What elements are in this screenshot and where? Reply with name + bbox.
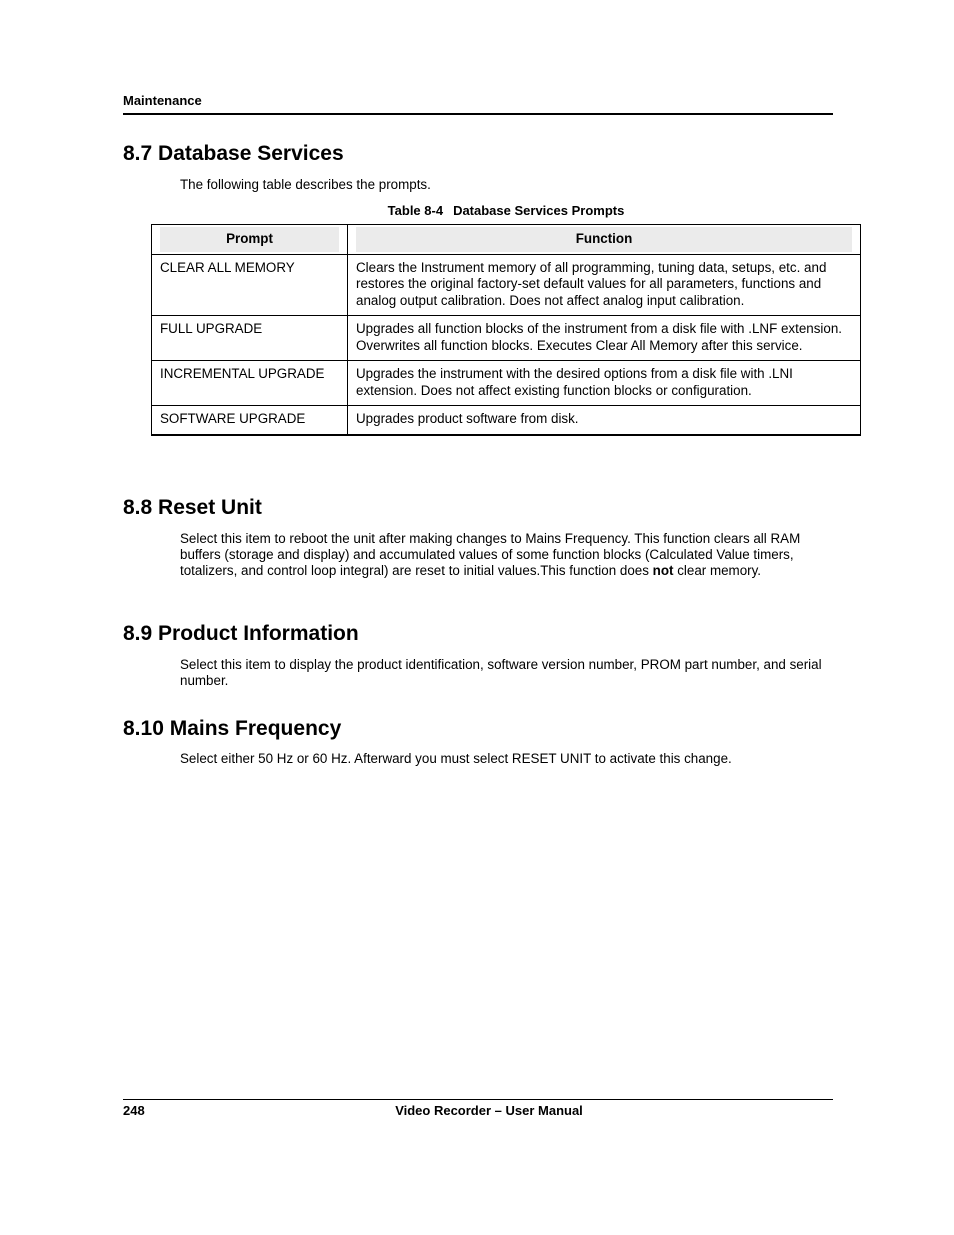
section-8-10-title: 8.10 Mains Frequency — [123, 717, 342, 740]
column-header-prompt-label: Prompt — [160, 227, 339, 252]
function-cell: Upgrades the instrument with the desired options from a disk file with .LNI extension. Does not affect existing function blocks or configuration. — [348, 361, 861, 406]
table-caption-text: Database Services Prompts — [453, 203, 625, 218]
prompt-cell: INCREMENTAL UPGRADE — [152, 361, 348, 406]
table-header-row — [152, 225, 861, 255]
table-row — [152, 254, 861, 316]
table-row — [152, 361, 861, 406]
table-row — [152, 316, 861, 361]
footer-rule — [123, 1099, 833, 1100]
column-header-function — [348, 225, 861, 255]
function-cell: Upgrades all function blocks of the instrument from a disk file with .LNF extension. Overwrites all function blocks. Executes Clear All Memory after this service. — [348, 316, 861, 361]
header-rule — [123, 113, 833, 115]
prompt-cell: FULL UPGRADE — [152, 316, 348, 361]
function-cell: Clears the Instrument memory of all programming, tuning data, setups, etc. and restores the original factory-set default values for all parameters, functions and analog output calibration. Does not affect analog input calibration. — [348, 254, 861, 316]
prompt-cell: SOFTWARE UPGRADE — [152, 406, 348, 435]
manual-title: Video Recorder – User Manual — [395, 1103, 583, 1118]
page-number: 248 — [123, 1103, 145, 1118]
table-row — [152, 406, 861, 435]
table-caption-number: Table 8-4 — [387, 203, 444, 218]
prompt-cell: CLEAR ALL MEMORY — [152, 254, 348, 316]
column-header-function-label: Function — [356, 227, 852, 252]
running-header: Maintenance — [123, 93, 202, 108]
database-services-table — [151, 224, 861, 436]
section-8-8-body — [180, 531, 830, 580]
function-cell: Upgrades product software from disk. — [348, 406, 861, 435]
section-8-8-body-end: clear memory. — [673, 563, 762, 579]
section-8-7-intro: The following table describes the prompts. — [180, 177, 431, 192]
section-8-8-title: 8.8 Reset Unit — [123, 496, 262, 519]
section-8-8-body-text: Select this item to reboot the unit after making changes to Mains Frequency. This function clears all RAM buffers (storage and display) and accumulated values of some function blocks (Calculated Value timers, totalizers, and control loop integral) are reset to initial values.This function does — [180, 531, 801, 579]
section-8-9-body: Select this item to display the product identification, software version number, PROM part number, and serial number. — [180, 657, 822, 689]
section-8-7-title: 8.7 Database Services — [123, 142, 344, 165]
table-caption — [152, 203, 860, 218]
section-8-10-body: Select either 50 Hz or 60 Hz. Afterward you must select RESET UNIT to activate this change. — [180, 751, 732, 766]
section-8-9-title: 8.9 Product Information — [123, 622, 359, 645]
section-8-8-body-emphasis: not — [652, 563, 674, 579]
column-header-prompt — [152, 225, 348, 255]
